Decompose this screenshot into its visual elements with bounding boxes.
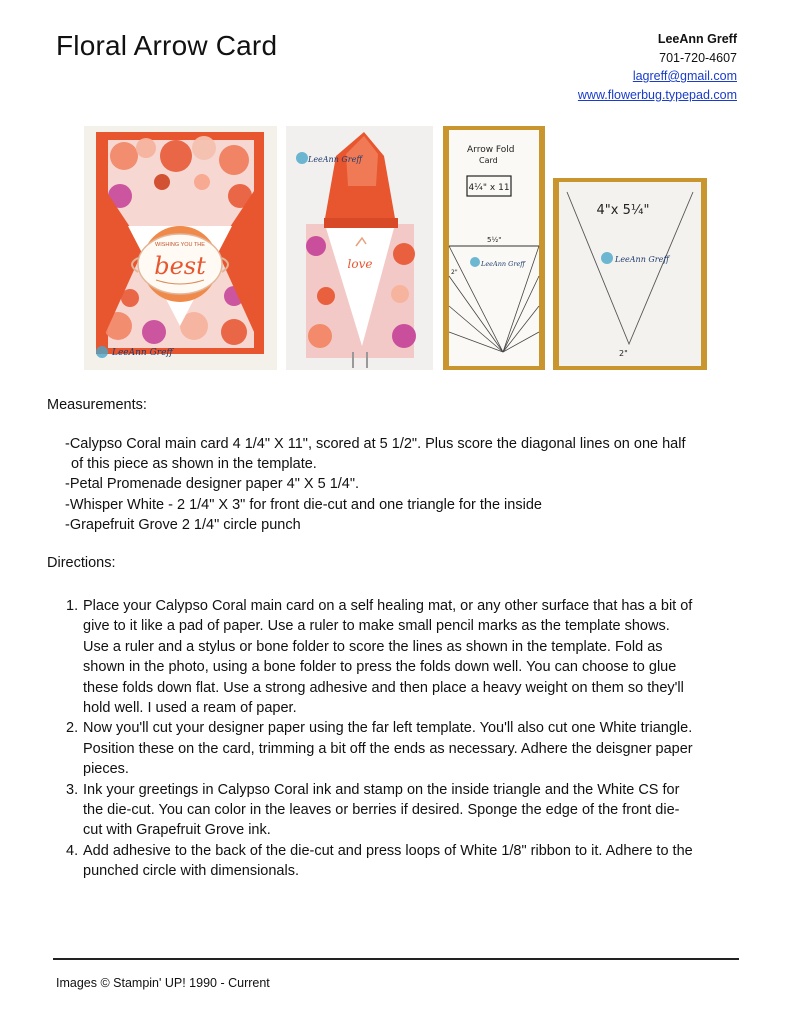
step-line: the die-cut. You can color in the leaves or berries if desired. Sponge the edge of the front die- (83, 802, 680, 819)
direction-step-2 (66, 718, 746, 779)
measurements-list (65, 434, 755, 535)
svg-text:LeeAnn Greff: LeeAnn Greff (615, 255, 670, 264)
svg-text:WISHING YOU THE: WISHING YOU THE (155, 242, 205, 248)
step-number: 3. (66, 781, 79, 798)
step-line: Place your Calypso Coral main card on a self healing mat, or any other surface that has a bit of (83, 598, 693, 614)
step-number: 1. (66, 598, 79, 614)
svg-text:LeeAnn Greff: LeeAnn Greff (481, 260, 525, 268)
step-line: Ink your greetings in Calypso Coral ink and stamp on the inside triangle and the White CS for (83, 781, 680, 798)
direction-step-4 (66, 841, 746, 882)
list-item: -Calypso Coral main card 4 1/4" X 11", scored at 5 1/2". Plus score the diagonal lines on one half (65, 436, 686, 452)
page-title: Floral Arrow Card (56, 30, 278, 61)
list-item: -Grapefruit Grove 2 1/4" circle punch (65, 516, 301, 533)
step-line: give to it like a pad of paper. Use a ruler to make small pencil marks as the template shows. (83, 618, 670, 635)
template-arrow-fold-photo (443, 126, 545, 370)
step-number: 4. (66, 842, 79, 859)
contact-block (578, 30, 737, 104)
list-item: -Petal Promenade designer paper 4" X 5 1/4". (65, 476, 360, 493)
svg-text:2": 2" (619, 349, 628, 358)
step-line: Position these on the card, trimming a bit off the ends as necessary. Adhere the deisgner paper (83, 740, 693, 757)
list-item: of this piece as shown in the template. (71, 456, 317, 473)
footer-divider (53, 958, 739, 960)
svg-text:love: love (347, 257, 373, 271)
step-line: these folds down flat. Use a strong adhesive and then place a heavy weight on them so they'll (83, 679, 684, 696)
measurements-label: Measurements: (47, 397, 147, 413)
email-link[interactable]: lagreff@gmail.com (632, 69, 737, 83)
step-line: pieces. (83, 761, 129, 778)
phone-number: 701-720-4607 (659, 50, 737, 65)
card-open-photo (286, 126, 433, 370)
template-triangle-photo (553, 178, 707, 370)
svg-text:best: best (154, 252, 206, 280)
svg-text:4"x 5¼": 4"x 5¼" (596, 203, 650, 218)
directions-list (66, 596, 746, 882)
step-line: Now you'll cut your designer paper using the far left template. You'll also cut one White triangle. (83, 720, 693, 737)
step-number: 2. (66, 720, 79, 737)
direction-step-1 (66, 596, 746, 718)
step-line: punched circle with dimensionals. (83, 863, 299, 880)
svg-text:LeeAnn Greff: LeeAnn Greff (308, 155, 363, 164)
svg-text:LeeAnn Greff: LeeAnn Greff (112, 348, 173, 358)
author-name: LeeAnn Greff (657, 32, 737, 46)
svg-text:Arrow Fold: Arrow Fold (467, 145, 515, 155)
step-line: Use a ruler and a stylus or bone folder to score the lines as shown in the template. Fold as (83, 638, 663, 655)
step-line: hold well. I used a ream of paper. (83, 700, 297, 717)
svg-text:Card: Card (479, 156, 498, 165)
step-line: shown in the photo, using a bone folder to press the folds down well. You can choose to glue (83, 659, 677, 676)
footer-copyright: Images © Stampin' UP! 1990 - Current (56, 976, 270, 990)
list-item: -Whisper White - 2 1/4" X 3" for front die-cut and one triangle for the inside (65, 496, 542, 513)
step-line: Add adhesive to the back of the die-cut and press loops of White 1/8" ribbon to it. Adhere to the (83, 842, 693, 859)
svg-text:2": 2" (451, 269, 458, 276)
website-link[interactable]: www.flowerbug.typepad.com (577, 87, 737, 102)
step-line: cut with Grapefruit Grove ink. (83, 822, 271, 839)
svg-text:5½": 5½" (487, 236, 502, 244)
direction-step-3 (66, 780, 746, 841)
card-front-photo (84, 126, 277, 370)
svg-text:4¼" x 11: 4¼" x 11 (468, 183, 510, 193)
directions-label: Directions: (47, 555, 116, 571)
